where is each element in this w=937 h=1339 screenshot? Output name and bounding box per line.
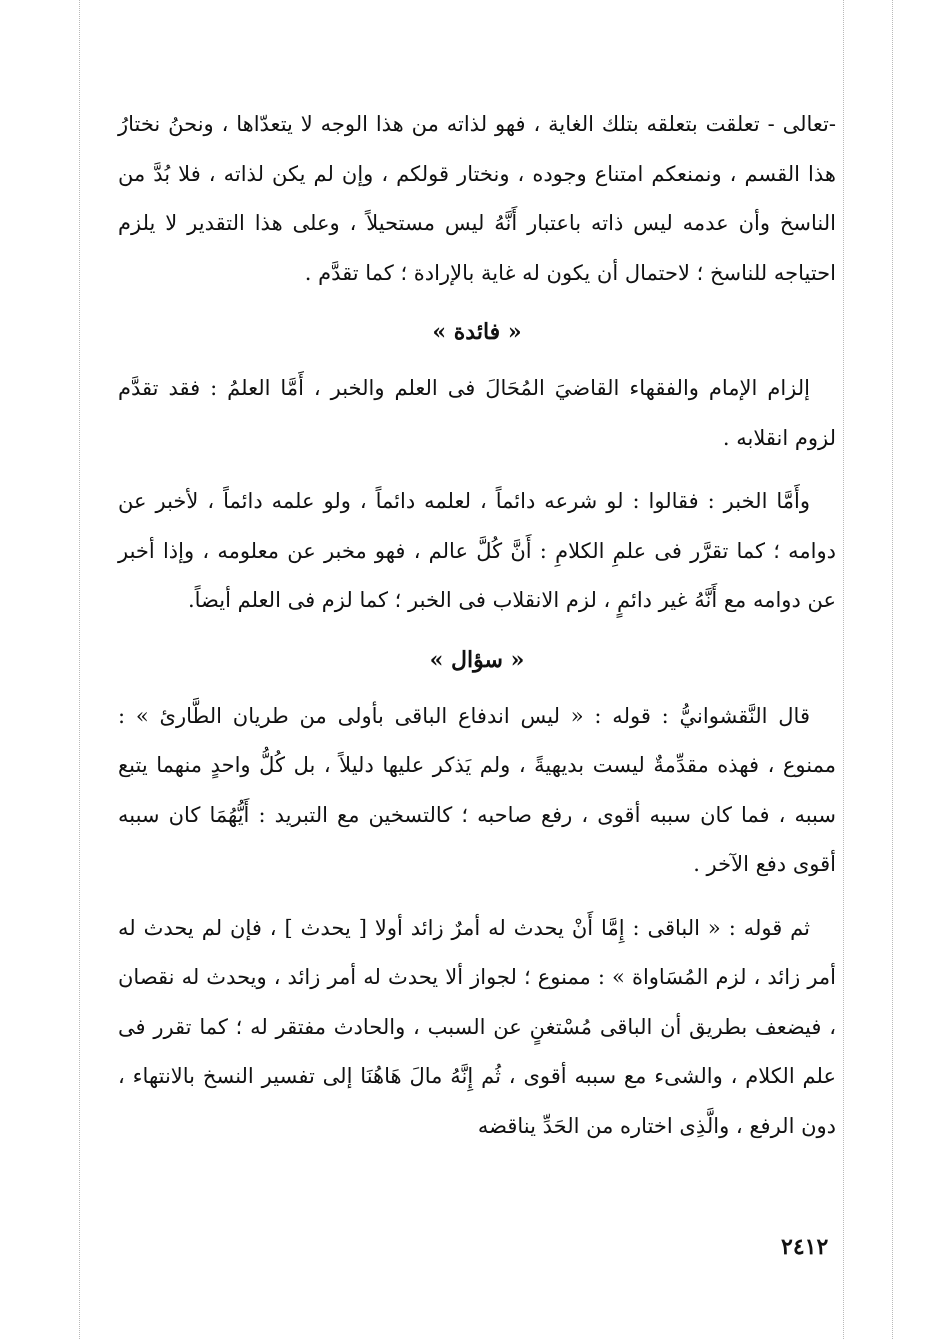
page-number: ٢٤١٢ <box>781 1234 829 1260</box>
margin-dotted-line-left <box>79 0 80 1339</box>
margin-dotted-line-right-inner <box>843 0 844 1339</box>
page-body <box>118 100 836 1151</box>
faida-heading: « فائدة » <box>432 319 522 345</box>
sual-paragraph-2: ثم قوله : « الباقى : إِمَّا أَنْ يحدث له أمرٌ زائد أولا [ يحدث ] ، فإن لم يحدث له أمر زائد ، لزم المُسَاواة » : ممنوع ؛ لجواز ألا يحدث له أمر زائد ، ويحدث له نقصان ، فيضعف بطريق أن الباقى مُسْتغنٍ عن السبب ، والحادث مفتقر له ؛ كما تقرر فى علم الكلام ، والشىء مع سببه أقوى ، ثُم إِنَّهُ مالَ هَاهُنَا إلى تفسير النسخ بالانتهاء ، دون الرفع ، والَّذِى اختاره من الحَدِّ يناقضه <box>118 915 836 1138</box>
sual-paragraph-1: قال النَّقشوانيُّ : قوله : « ليس اندفاع الباقى بأولى من طريان الطَّارئ » : ممنوع ، فهذه مقدِّمةٌ ليست بديهيةً ، ولم يَذكر عليها دليلاً ، بل كُلُّ واحدٍ منهما يتبع سببه ، فما كان سببه أقوى ، رفع صاحبه ؛ كالتسخين مع التبريد : أَيُّهُمَا كان سببه أقوى دفع الآخر . <box>118 703 836 876</box>
sual-heading: « سؤال » <box>429 646 525 673</box>
faida-paragraph-1: إلزام الإمام والفقهاء القاضيَ المُحَالَ فى العلم والخبر ، أَمَّا العلمُ : فقد تقدَّم لزوم انقلابه . <box>118 376 836 450</box>
intro-paragraph: -تعالى - تعلقت بتعلقه بتلك الغاية ، فهو لذاته من هذا الوجه لا يتعدّاها ، ونحنُ نختارُ هذا القسم ، ونمنعكم امتناع وجوده ، ونختار قولكم ، وإن لم يكن لذاته ، فلا بُدَّ من الناسخ وأن عدمه ليس ذاته باعتبار أَنَّهُ ليس مستحيلاً ، وعلى هذا التقدير لا يلزم احتياجه للناسخ ؛ لاحتمال أن يكون له غاية بالإرادة ؛ كما تقدَّم . <box>118 112 836 285</box>
faida-paragraph-2: وأَمَّا الخبر : فقالوا : لو شرعه دائماً ، لعلمه دائماً ، ولو علمه دائماً ، لأخبر عن دوامه ؛ كما تقرَّر فى علمِ الكلامِ : أَنَّ كُلَّ عالم ، فهو مخبر عن معلومه ، وإذا أخبر عن دوامه مع أَنَّهُ غير دائمٍ ، لزم الانقلاب فى الخبر ؛ كما لزم فى العلم أيضاً. <box>118 489 836 612</box>
margin-dotted-line-right-outer <box>892 0 893 1339</box>
